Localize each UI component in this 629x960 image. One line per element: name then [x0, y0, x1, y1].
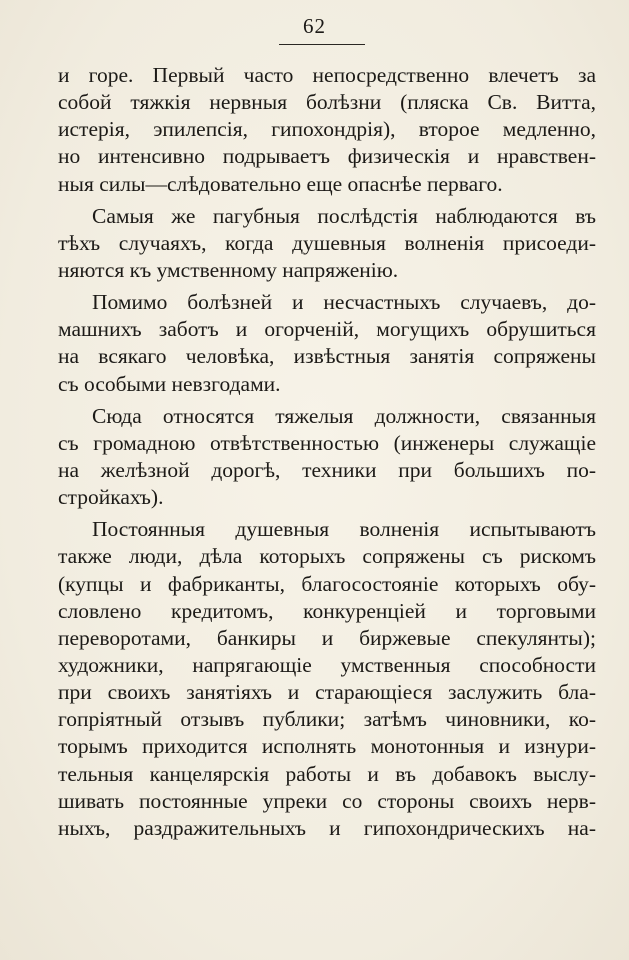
text-line: Сюда относятся тяжелыя должности, связанныя	[92, 403, 596, 428]
text-line: художники, напрягающіе умственныя способности	[58, 652, 596, 677]
text-line: при своихъ занятіяхъ и старающіеся заслужить бла-	[58, 680, 596, 705]
text-line: гопріятный отзывъ публики; затѣмъ чиновники, ко-	[58, 707, 596, 732]
text-line: собой тяжкія нервныя болѣзни (пляска Св. Витта,	[58, 90, 596, 115]
text-line: словлено кредитомъ, конкуренціей и торговыми	[58, 598, 596, 623]
text-line: на желѣзной дорогѣ, техники при большихъ по-	[58, 457, 596, 482]
text-line: няются къ умственному напряженію.	[58, 257, 399, 282]
header-rule	[279, 44, 365, 45]
body-text	[58, 62, 596, 842]
text-line: (купцы и фабриканты, благосостояніе которыхъ обу-	[58, 571, 596, 596]
text-line: машнихъ заботъ и огорченій, могущихъ обрушиться	[58, 317, 596, 342]
page-number: 62	[303, 14, 326, 38]
text-line: стройкахъ).	[58, 485, 164, 510]
text-line: шивать постоянные упреки со стороны своихъ нерв-	[58, 788, 596, 813]
text-line: и горе. Первый часто непосредственно влечетъ за	[58, 63, 596, 87]
text-line: на всякаго человѣка, извѣстныя занятія сопряжены	[58, 344, 596, 369]
text-line: съ громадною отвѣтственностью (инженеры служащіе	[58, 430, 596, 455]
text-line: также люди, дѣла которыхъ сопряжены съ рискомъ	[58, 544, 596, 569]
text-line: тельныя канцелярскія работы и въ добавокъ выслу-	[58, 761, 596, 786]
text-line: истерія, эпилепсія, гипохондрія), второе медленно,	[58, 117, 596, 142]
text-line: торымъ приходится исполнять монотонныя и изнури-	[58, 734, 596, 759]
text-line: ныхъ, раздражительныхъ и гипохондрическихъ на-	[58, 815, 596, 840]
text-line: съ особыми невзгодами.	[58, 371, 281, 396]
text-line: тѣхъ случаяхъ, когда душевныя волненія присоеди-	[58, 230, 596, 255]
text-line: но интенсивно подрываетъ физическія и нравствен-	[58, 144, 596, 169]
text-line: Самыя же пагубныя послѣдстія наблюдаются въ	[92, 203, 596, 228]
text-line: переворотами, банкиры и биржевые спекулянты);	[58, 625, 596, 650]
text-line: ныя силы—слѣдовательно еще опаснѣе перваго.	[58, 171, 503, 196]
text-line: Постоянныя душевныя волненія испытываютъ	[92, 517, 596, 542]
text-line: Помимо болѣзней и несчастныхъ случаевъ, до-	[92, 290, 596, 315]
